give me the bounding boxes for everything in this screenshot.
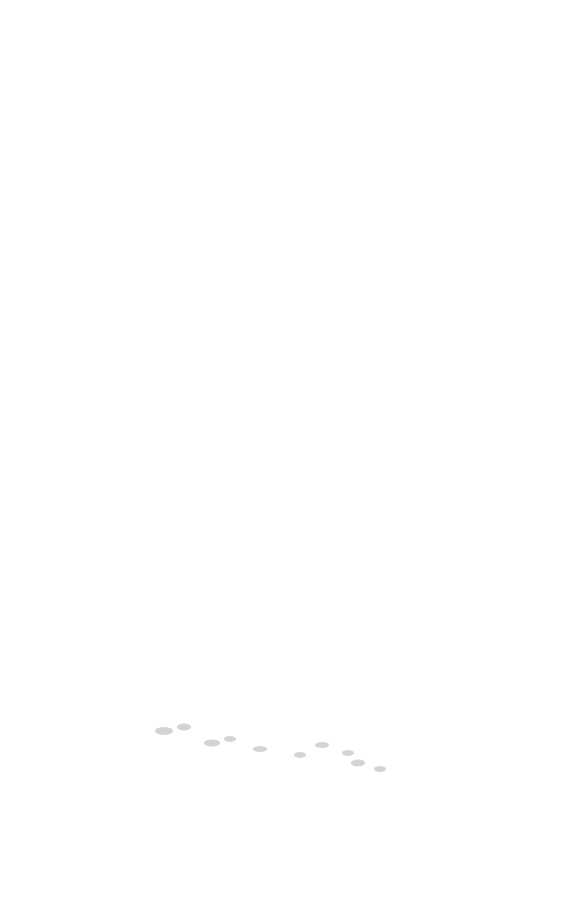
footprint-icon — [294, 752, 306, 758]
footprint-icon — [342, 750, 354, 756]
footprint-icon — [155, 727, 173, 735]
footprint-icon — [177, 724, 191, 731]
footprint-icon — [315, 742, 329, 748]
footprints-decoration — [150, 715, 400, 785]
footprint-icon — [253, 746, 267, 752]
footprint-icon — [351, 760, 365, 767]
footprint-icon — [204, 740, 220, 747]
footprint-icon — [224, 736, 236, 742]
footprint-icon — [374, 766, 386, 772]
